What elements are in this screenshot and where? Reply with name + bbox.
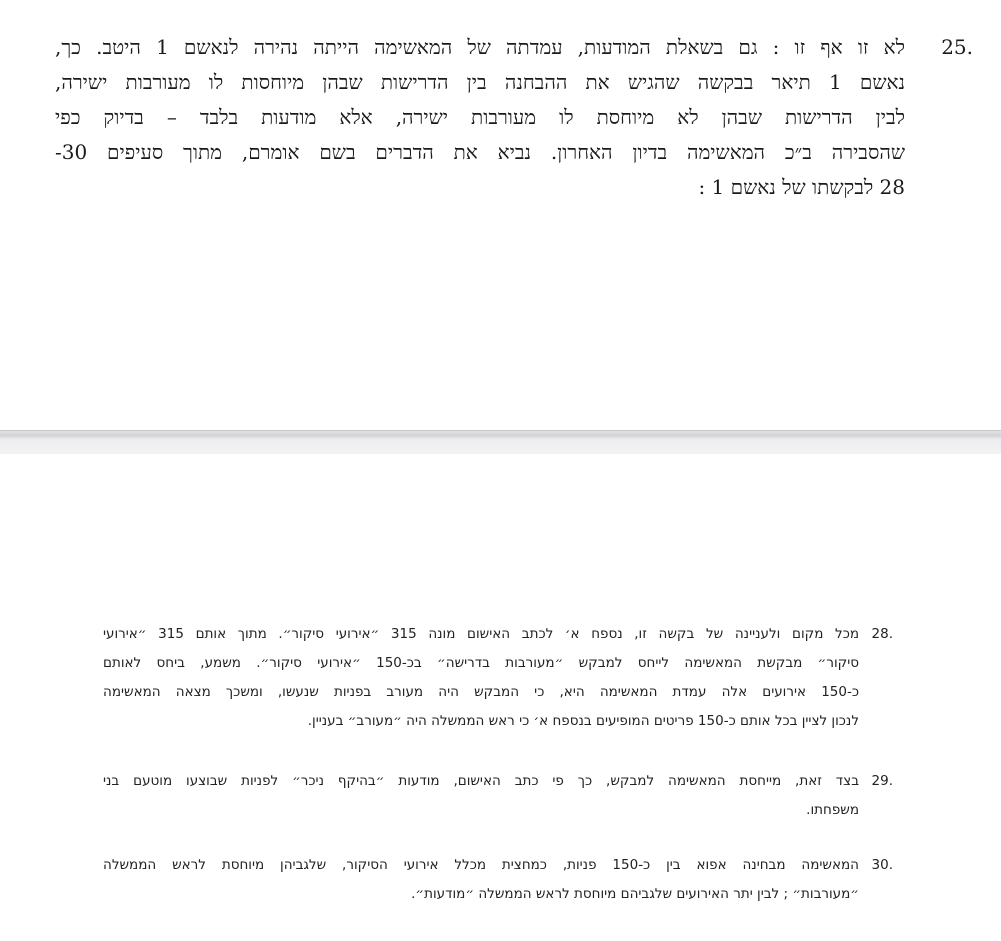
paragraph-text — [103, 620, 859, 736]
paragraph-30 — [103, 851, 893, 909]
paragraph-text — [103, 767, 859, 825]
text-line: המאשימה מבחינה אפוא בין כ-150 פניות, כמחצית מכלל אירועי הסיקור, שלגביהן מיוחסת לראש הממשלה — [103, 857, 859, 873]
text-line: ״מעורבות״ ; לבין יתר האירועים שלגביהם מיוחסת לראש הממשלה ״מודעות״. — [411, 886, 859, 902]
text-line: שהסבירה ב״כ המאשימה בדיון האחרון. נביא את הדברים בשם אומרם, מתוך סעיפים 30- — [55, 140, 905, 164]
text-line: לנכון לציין בכל אותם כ-150 פריטים המופיעים בנספח א׳ כי ראש הממשלה היה ״מעורב״ בעניין. — [307, 713, 859, 729]
text-line: לבין הדרישות שבהן לא מיוחסת לו מעורבות ישירה, אלא מודעות בלבד – בדיוק כפי — [55, 105, 905, 129]
paragraph-29 — [103, 767, 893, 825]
text-line: סיקור״ מבקשת המאשימה לייחס למבקש ״מעורבות בדרישה״ בכ-150 ״אירועי סיקור״. משמע, ביחס לאותם — [103, 655, 859, 671]
text-line: בצד זאת, מייחסת המאשימה למבקש, כך פי כתב האישום, מודעות ״בהיקף ניכר״ לפניות שבוצעו מוטעם בני — [103, 773, 859, 789]
text-line: נאשם 1 תיאר בבקשה שהגיש את ההבחנה בין הדרישות שבהן מיוחסות לו מעורבות ישירה, — [55, 70, 905, 94]
paragraph-number: 25. — [941, 35, 973, 59]
paragraph-number: 29. — [871, 773, 893, 789]
text-line: לא זו אף זו : גם בשאלת המודעות, עמדתה של המאשימה הייתה נהירה לנאשם 1 היטב. כך, — [55, 35, 906, 59]
text-line: כ-150 אירועים אלה עמדת המאשימה היא, כי המבקש היה מעורב בפניות שנעשו, ומשכך מצאה המאשימה — [103, 684, 859, 700]
text-line: מכל מקום ולעניינה של בקשה זו, נספח א׳ לכתב האישום מונה 315 ״אירועי סיקור״. מתוך אותם 315 ״אירועי — [103, 626, 859, 642]
text-line: משפחתו. — [806, 802, 859, 818]
paragraph-25 — [33, 30, 973, 205]
page-separator — [0, 430, 1001, 454]
paragraph-text — [55, 30, 905, 205]
paragraph-28 — [103, 620, 893, 736]
text-line: 28 לבקשתו של נאשם 1 : — [698, 175, 905, 199]
paragraph-number: 30. — [871, 857, 893, 873]
paragraph-number: 28. — [871, 626, 893, 642]
document-page-upper — [0, 0, 1001, 430]
paragraph-text — [103, 851, 859, 909]
